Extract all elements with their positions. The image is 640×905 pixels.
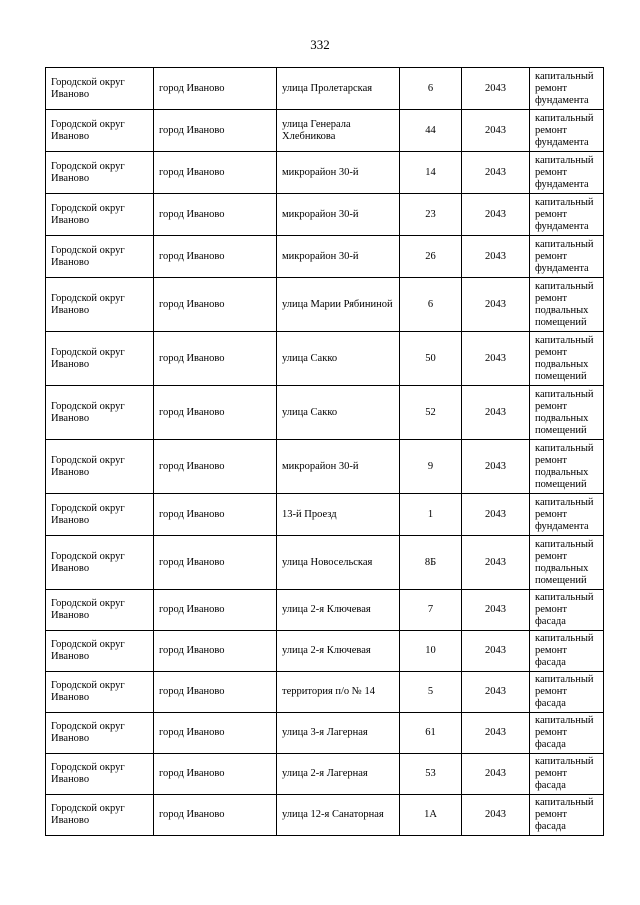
street-cell: улица Сакко [277, 332, 400, 386]
work-type-cell: капитальный ремонт фундамента [530, 236, 604, 278]
settlement-cell: город Иваново [154, 754, 277, 795]
settlement-cell: город Иваново [154, 590, 277, 631]
municipality-cell: Городской округ Иваново [46, 152, 154, 194]
settlement-cell: город Иваново [154, 236, 277, 278]
year-cell: 2043 [462, 631, 530, 672]
table-row [46, 795, 604, 836]
municipality-cell: Городской округ Иваново [46, 672, 154, 713]
year-cell: 2043 [462, 795, 530, 836]
street-cell: улица 2-я Лагерная [277, 754, 400, 795]
settlement-cell: город Иваново [154, 110, 277, 152]
settlement-cell: город Иваново [154, 278, 277, 332]
year-cell: 2043 [462, 713, 530, 754]
street-cell: улица Марии Рябининой [277, 278, 400, 332]
street-cell: 13-й Проезд [277, 494, 400, 536]
house-number-cell: 52 [400, 386, 462, 440]
house-number-cell: 7 [400, 590, 462, 631]
work-type-cell: капитальный ремонт фундамента [530, 152, 604, 194]
house-number-cell: 14 [400, 152, 462, 194]
municipality-cell: Городской округ Иваново [46, 236, 154, 278]
house-number-cell: 61 [400, 713, 462, 754]
year-cell: 2043 [462, 194, 530, 236]
settlement-cell: город Иваново [154, 386, 277, 440]
year-cell: 2043 [462, 754, 530, 795]
municipality-cell: Городской округ Иваново [46, 494, 154, 536]
work-type-cell: капитальный ремонт подвальных помещений [530, 440, 604, 494]
work-type-cell: капитальный ремонт фасада [530, 795, 604, 836]
table-row [46, 68, 604, 110]
street-cell: улица 3-я Лагерная [277, 713, 400, 754]
table-row [46, 631, 604, 672]
work-type-cell: капитальный ремонт фасада [530, 590, 604, 631]
municipality-cell: Городской округ Иваново [46, 590, 154, 631]
table-row [46, 332, 604, 386]
table-row [46, 110, 604, 152]
house-number-cell: 8Б [400, 536, 462, 590]
work-type-cell: капитальный ремонт подвальных помещений [530, 386, 604, 440]
house-number-cell: 6 [400, 278, 462, 332]
work-type-cell: капитальный ремонт подвальных помещений [530, 278, 604, 332]
municipality-cell: Городской округ Иваново [46, 536, 154, 590]
settlement-cell: город Иваново [154, 194, 277, 236]
house-number-cell: 23 [400, 194, 462, 236]
settlement-cell: город Иваново [154, 440, 277, 494]
municipality-cell: Городской округ Иваново [46, 278, 154, 332]
work-type-cell: капитальный ремонт фундамента [530, 110, 604, 152]
table-row [46, 152, 604, 194]
settlement-cell: город Иваново [154, 672, 277, 713]
street-cell: улица Новосельская [277, 536, 400, 590]
table-row [46, 440, 604, 494]
municipality-cell: Городской округ Иваново [46, 754, 154, 795]
year-cell: 2043 [462, 672, 530, 713]
work-type-cell: капитальный ремонт фасада [530, 672, 604, 713]
work-type-cell: капитальный ремонт фундамента [530, 68, 604, 110]
house-number-cell: 1А [400, 795, 462, 836]
work-type-cell: капитальный ремонт фасада [530, 631, 604, 672]
work-type-cell: капитальный ремонт подвальных помещений [530, 536, 604, 590]
street-cell: улица 12-я Санаторная [277, 795, 400, 836]
year-cell: 2043 [462, 332, 530, 386]
year-cell: 2043 [462, 278, 530, 332]
year-cell: 2043 [462, 236, 530, 278]
municipality-cell: Городской округ Иваново [46, 631, 154, 672]
municipality-cell: Городской округ Иваново [46, 386, 154, 440]
table-row [46, 713, 604, 754]
table-row [46, 494, 604, 536]
street-cell: улица Сакко [277, 386, 400, 440]
municipality-cell: Городской округ Иваново [46, 110, 154, 152]
page-number: 332 [310, 37, 330, 52]
table-body [46, 68, 604, 836]
municipality-cell: Городской округ Иваново [46, 332, 154, 386]
year-cell: 2043 [462, 590, 530, 631]
house-number-cell: 50 [400, 332, 462, 386]
house-number-cell: 44 [400, 110, 462, 152]
street-cell: улица 2-я Ключевая [277, 590, 400, 631]
settlement-cell: город Иваново [154, 631, 277, 672]
year-cell: 2043 [462, 152, 530, 194]
settlement-cell: город Иваново [154, 68, 277, 110]
year-cell: 2043 [462, 440, 530, 494]
table-row [46, 386, 604, 440]
repair-schedule-table [45, 67, 604, 836]
settlement-cell: город Иваново [154, 536, 277, 590]
year-cell: 2043 [462, 68, 530, 110]
table-row [46, 672, 604, 713]
settlement-cell: город Иваново [154, 713, 277, 754]
street-cell: улица Генерала Хлебникова [277, 110, 400, 152]
municipality-cell: Городской округ Иваново [46, 713, 154, 754]
house-number-cell: 6 [400, 68, 462, 110]
street-cell: микрорайон 30-й [277, 194, 400, 236]
settlement-cell: город Иваново [154, 494, 277, 536]
house-number-cell: 1 [400, 494, 462, 536]
street-cell: улица 2-я Ключевая [277, 631, 400, 672]
table-row [46, 278, 604, 332]
year-cell: 2043 [462, 494, 530, 536]
street-cell: улица Пролетарская [277, 68, 400, 110]
street-cell: микрорайон 30-й [277, 236, 400, 278]
house-number-cell: 9 [400, 440, 462, 494]
house-number-cell: 10 [400, 631, 462, 672]
house-number-cell: 53 [400, 754, 462, 795]
table-row [46, 536, 604, 590]
table-row [46, 590, 604, 631]
municipality-cell: Городской округ Иваново [46, 68, 154, 110]
municipality-cell: Городской округ Иваново [46, 440, 154, 494]
table-row [46, 236, 604, 278]
house-number-cell: 5 [400, 672, 462, 713]
street-cell: микрорайон 30-й [277, 440, 400, 494]
year-cell: 2043 [462, 386, 530, 440]
settlement-cell: город Иваново [154, 795, 277, 836]
work-type-cell: капитальный ремонт фасада [530, 754, 604, 795]
settlement-cell: город Иваново [154, 152, 277, 194]
municipality-cell: Городской округ Иваново [46, 795, 154, 836]
table-row [46, 194, 604, 236]
year-cell: 2043 [462, 536, 530, 590]
work-type-cell: капитальный ремонт фундамента [530, 494, 604, 536]
street-cell: территория п/о № 14 [277, 672, 400, 713]
work-type-cell: капитальный ремонт фасада [530, 713, 604, 754]
settlement-cell: город Иваново [154, 332, 277, 386]
house-number-cell: 26 [400, 236, 462, 278]
municipality-cell: Городской округ Иваново [46, 194, 154, 236]
work-type-cell: капитальный ремонт фундамента [530, 194, 604, 236]
table-row [46, 754, 604, 795]
work-type-cell: капитальный ремонт подвальных помещений [530, 332, 604, 386]
year-cell: 2043 [462, 110, 530, 152]
street-cell: микрорайон 30-й [277, 152, 400, 194]
